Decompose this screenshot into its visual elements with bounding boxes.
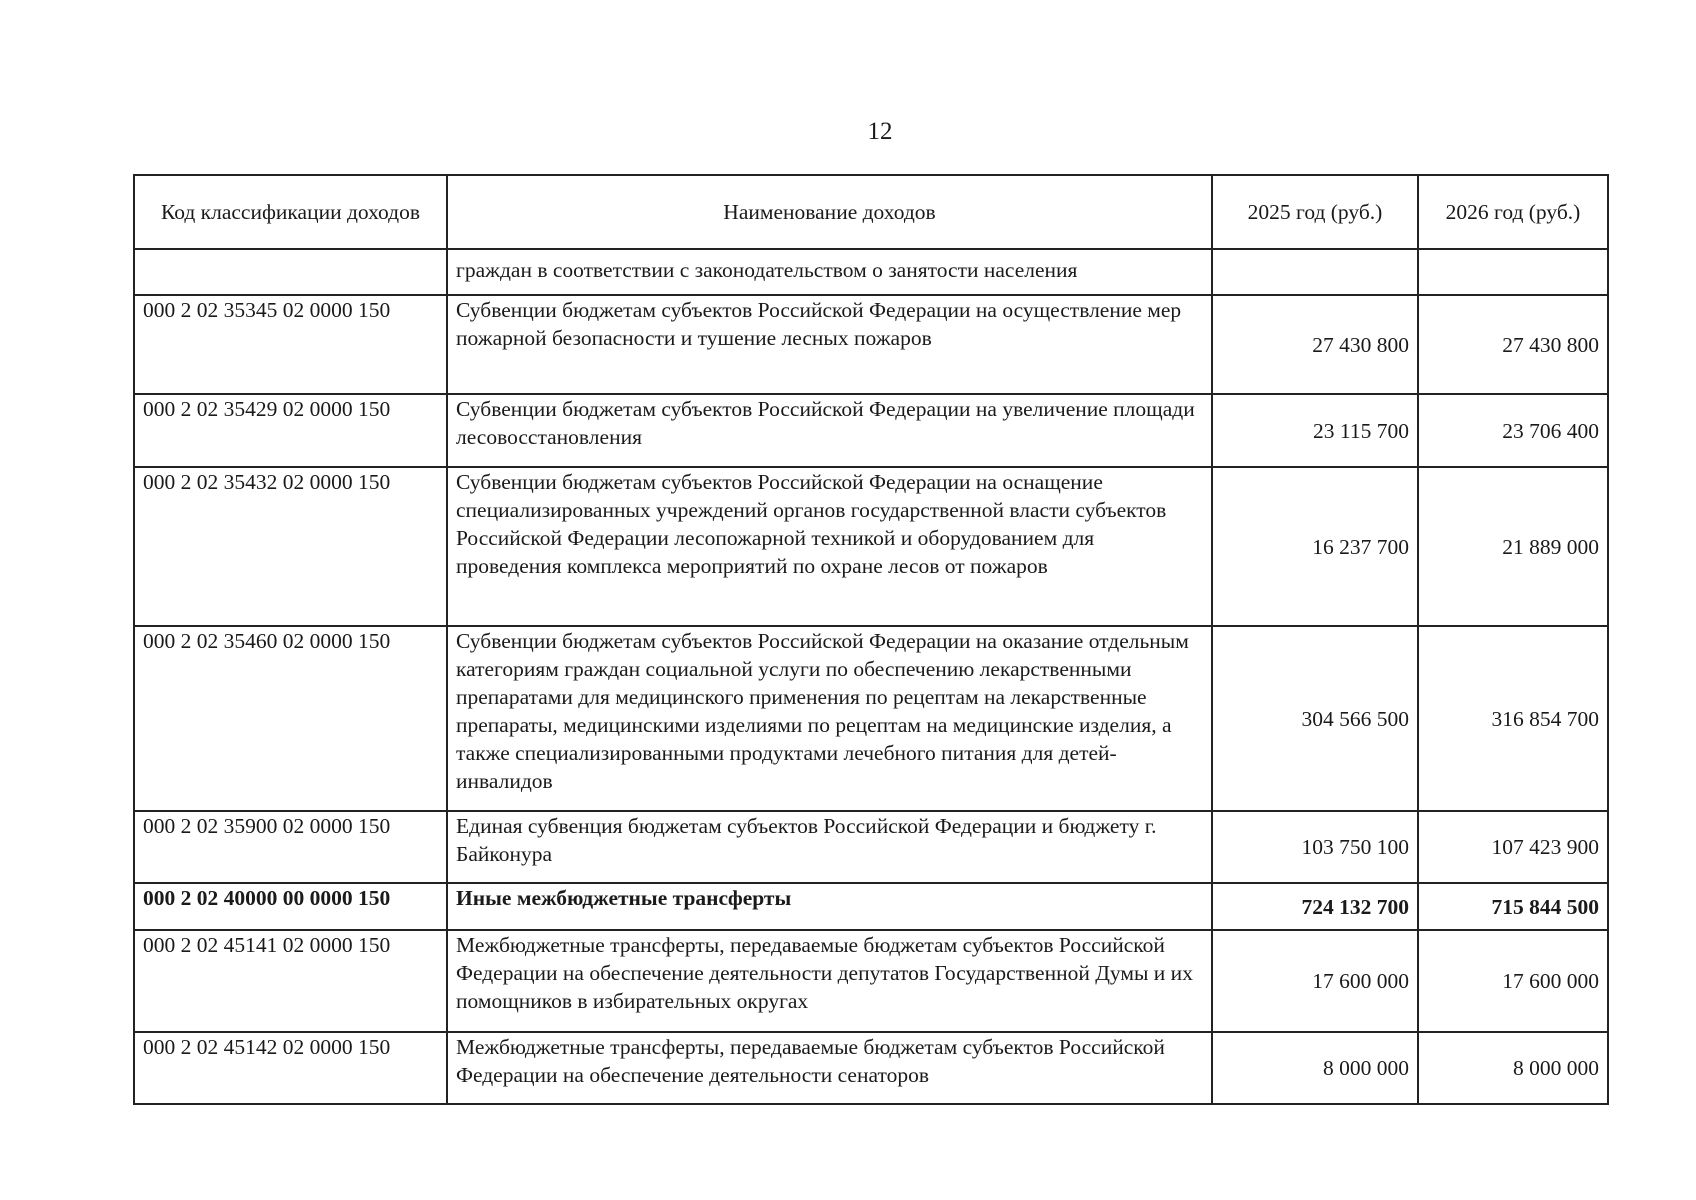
table-row	[134, 295, 1608, 394]
row-name: Иные межбюджетные трансферты	[447, 883, 1212, 930]
row-code: 000 2 02 35429 02 0000 150	[134, 394, 447, 467]
row-2025: 23 115 700	[1212, 394, 1418, 467]
table-row	[134, 249, 1608, 295]
row-2026: 8 000 000	[1418, 1032, 1608, 1104]
row-2025: 103 750 100	[1212, 811, 1418, 883]
table-row	[134, 1032, 1608, 1104]
table-row	[134, 394, 1608, 467]
table-row	[134, 811, 1608, 883]
row-code: 000 2 02 45141 02 0000 150	[134, 930, 447, 1032]
row-name: Межбюджетные трансферты, передаваемые бюджетам субъектов Российской Федерации на обеспечение деятельности сенаторов	[447, 1032, 1212, 1104]
row-code: 000 2 02 35900 02 0000 150	[134, 811, 447, 883]
row-code: 000 2 02 35432 02 0000 150	[134, 467, 447, 626]
row-2026: 27 430 800	[1418, 295, 1608, 394]
row-2025: 304 566 500	[1212, 626, 1418, 811]
row-name: Единая субвенция бюджетам субъектов Российской Федерации и бюджету г. Байконура	[447, 811, 1212, 883]
row-name: Субвенции бюджетам субъектов Российской Федерации на увеличение площади лесовосстановления	[447, 394, 1212, 467]
table-row-subtotal	[134, 883, 1608, 930]
page-number: 12	[867, 118, 893, 145]
row-2026: 715 844 500	[1418, 883, 1608, 930]
table-header-row	[134, 175, 1608, 249]
table-row	[134, 467, 1608, 626]
header-2025: 2025 год (руб.)	[1212, 175, 1418, 249]
row-2025: 27 430 800	[1212, 295, 1418, 394]
row-2026: 21 889 000	[1418, 467, 1608, 626]
header-code: Код классификации доходов	[134, 175, 447, 249]
row-code: 000 2 02 45142 02 0000 150	[134, 1032, 447, 1104]
row-2025: 8 000 000	[1212, 1032, 1418, 1104]
row-code	[134, 249, 447, 295]
row-2026	[1418, 249, 1608, 295]
header-2026: 2026 год (руб.)	[1418, 175, 1608, 249]
row-2026: 107 423 900	[1418, 811, 1608, 883]
table-row	[134, 930, 1608, 1032]
row-2025: 16 237 700	[1212, 467, 1418, 626]
row-2026: 316 854 700	[1418, 626, 1608, 811]
row-name: Субвенции бюджетам субъектов Российской Федерации на оснащение специализированных учреждений органов государственной власти субъектов Российской Федерации лесопожарной техникой и оборудованием для проведения комплекса мероприятий по охране лесов от пожаров	[447, 467, 1212, 626]
row-code: 000 2 02 40000 00 0000 150	[134, 883, 447, 930]
row-2025	[1212, 249, 1418, 295]
row-2025: 724 132 700	[1212, 883, 1418, 930]
revenue-table	[133, 174, 1609, 1105]
row-code: 000 2 02 35460 02 0000 150	[134, 626, 447, 811]
row-name: Субвенции бюджетам субъектов Российской Федерации на оказание отдельным категориям граждан социальной услуги по обеспечению лекарственными препаратами для медицинского применения по рецептам на лекарственные препараты, медицинскими изделиями по рецептам на медицинские изделия, а также специализированными продуктами лечебного питания для детей-инвалидов	[447, 626, 1212, 811]
row-2026: 23 706 400	[1418, 394, 1608, 467]
row-2026: 17 600 000	[1418, 930, 1608, 1032]
row-name: Субвенции бюджетам субъектов Российской Федерации на осуществление мер пожарной безопасности и тушение лесных пожаров	[447, 295, 1212, 394]
row-code: 000 2 02 35345 02 0000 150	[134, 295, 447, 394]
table-row	[134, 626, 1608, 811]
row-name: граждан в соответствии с законодательством о занятости населения	[447, 249, 1212, 295]
row-2025: 17 600 000	[1212, 930, 1418, 1032]
header-name: Наименование доходов	[447, 175, 1212, 249]
row-name: Межбюджетные трансферты, передаваемые бюджетам субъектов Российской Федерации на обеспечение деятельности депутатов Государственной Думы и их помощников в избирательных округах	[447, 930, 1212, 1032]
